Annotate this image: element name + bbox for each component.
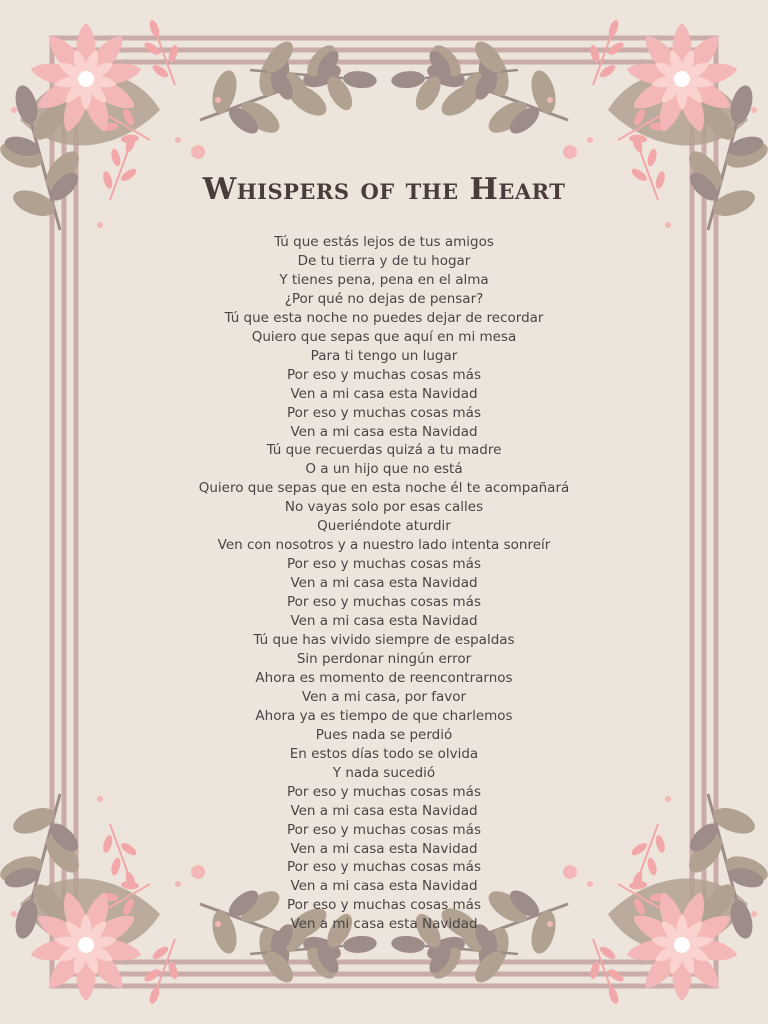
lyric-line: Ahora ya es tiempo de que charlemos [255,707,513,724]
lyric-line: Por eso y muchas cosas más [287,821,481,838]
lyric-line: O a un hijo que no está [305,461,463,478]
lyric-line: Por eso y muchas cosas más [287,594,481,611]
lyric-line: No vayas solo por esas calles [284,499,484,516]
lyric-line: Por eso y muchas cosas más [287,859,481,876]
lyric-line: Quiero que sepas que en esta noche él te acompañará [198,480,570,497]
lyric-line: Tú que estás lejos de tus amigos [274,234,494,250]
lyric-line: Ven a mi casa esta Navidad [290,613,478,630]
lyric-line: Tú que esta noche no puedes dejar de recordar [224,309,544,326]
lyric-line: Ven a mi casa esta Navidad [290,878,478,895]
lyric-line: Ven a mi casa esta Navidad [290,575,478,592]
lyric-line: Por eso y muchas cosas más [287,783,481,800]
lyric-line: Por eso y muchas cosas más [287,556,481,573]
lyric-line: Por eso y muchas cosas más [287,897,481,914]
lyric-line: Ven a mi casa, por favor [301,688,467,705]
lyric-line: De tu tierra y de tu hogar [297,252,471,269]
lyric-line: Ven a mi casa esta Navidad [290,385,478,402]
lyric-line: Sin perdonar ningún error [296,650,472,667]
lyric-line: ¿Por qué no dejas de pensar? [284,290,484,307]
lyric-line: Ven a mi casa esta Navidad [290,423,478,440]
lyric-line: Y tienes pena, pena en el alma [279,271,489,288]
lyric-line: Pues nada se perdió [315,726,453,743]
lyric-line: Ven a mi casa esta Navidad [290,802,478,819]
lyric-line: Tú que recuerdas quizá a tu madre [266,442,502,459]
lyric-line: Ven con nosotros y a nuestro lado intenta sonreír [217,537,551,554]
poem-title: Whispers of the Heart [202,172,566,207]
lyric-line: Tú que has vivido siempre de espaldas [253,632,515,649]
lyric-line: Para ti tengo un lugar [310,347,458,364]
lyric-line: Ahora es momento de reencontrarnos [255,669,513,686]
lyric-line: Por eso y muchas cosas más [287,404,481,421]
lyric-line: Ven a mi casa esta Navidad [290,916,478,933]
lyric-line: Por eso y muchas cosas más [287,366,481,383]
lyric-line: Queriéndote aturdir [317,518,451,535]
lyric-line: Ven a mi casa esta Navidad [290,840,478,857]
lyric-line: Quiero que sepas que aquí en mi mesa [251,328,517,345]
lyric-line: En estos días todo se olvida [289,745,479,762]
lyric-line: Y nada sucedió [332,764,436,781]
lyrics-block [0,233,768,934]
